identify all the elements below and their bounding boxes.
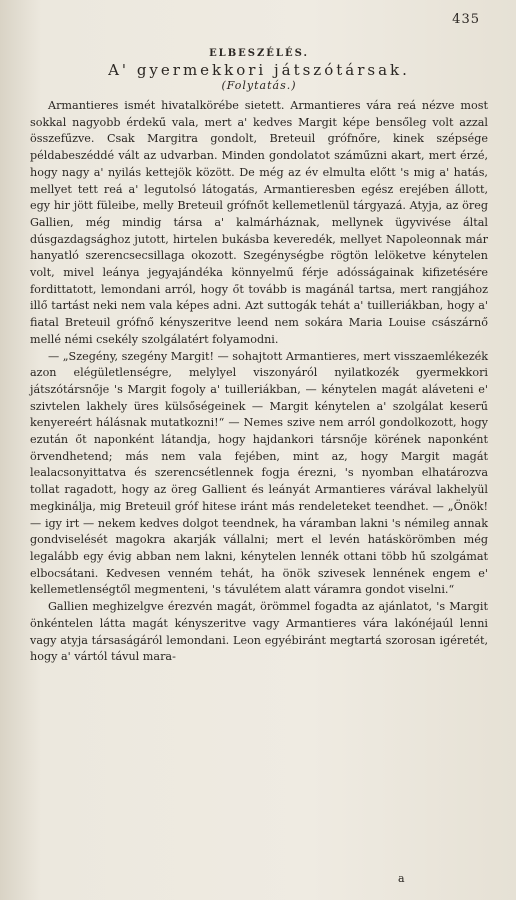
- section-title: ELBESZÉLÉS.: [209, 48, 309, 59]
- article-title: A' gyermekkori játszótársak.: [108, 61, 410, 79]
- article-subtitle: (Folytatás.): [221, 79, 297, 92]
- paragraph: Armantieres ismét hivatalkörébe sietett. Armantieres vára reá nézve most sokkal nagyobb érdekű vala, mert a' kedves Margit képe bensőleg volt azzal összefűzve. Csak Margitra gondolt, Breteuil grófnőre, kinek szépsége példabeszéddé vált az udvarban. Minden gondolatot száműzni akart, mert érzé, hogy nagy a' nyilás kettejök között. De még az év elmulta előtt 's mig a' hatás, mellyet tett reá a' legutolsó látogatás, Armantieresben egész erejében állott, egy hir jött füleibe, melly Breteuil grófnőt kellemetlenül tárgyazá. Atyja, az öreg Gallien, még mindig társa a' kalmárháznak, mellynek ügyvivése által dúsgazdagsághoz jutott, hirtelen bukásba keveredék, mellyet Napoleonnak már hanyatló szerencsecsillaga okozott. Szegénységbe rögtön lelöketve kénytelen volt, mivel leánya jegyajándéka könnyelmű férje adósságainak kifizetésére fordittatott, lemondani arról, hogy őt tovább is magánál tartsa, mert rangjához illő tartást neki nem vala képes adni. Azt suttogák tehát a' tuilleriákban, hogy a' fiatal Breteuil grófnő kényszeritve leend nem sokára Maria Louise császárnő mellé némi csekély szolgálatért folyamodni.: [30, 99, 488, 346]
- signature-mark: a: [398, 872, 405, 885]
- article-body: [30, 98, 488, 666]
- page-number: 435: [452, 12, 480, 27]
- paragraph: Gallien meghizelgve érezvén magát, örömmel fogadta az ajánlatot, 's Margit önkéntelen látta magát kényszeritve vagy Armantieres vára lakónéjaúl lenni vagy atyja társaságáról lemondani. Leon egyébiránt megtartá szorosan igéretét, hogy a' vártól távul mara-: [30, 600, 488, 664]
- paragraph: — „Szegény, szegény Margit! — sohajtott Armantieres, mert visszaemlékezék azon elégületlenségre, melylyel viszonyáról nyilatkozék gyermekkori játszótársnője 's Margit fogoly a' tuilleriákban, — kénytelen magát aláveteni e' szivtelen lakhely üres külsőségeinek — Margit kénytelen a' szolgálat keserű kenyereért hálásnak mutatkozni!“ — Nemes szive nem arról gondolkozott, hogy ezután őt naponként látandja, hogy hajdankori társnője körének naponként örvendhetend; más nem vala fejében, mint az, hogy Margit magát lealacsonyittatva és szerencsétlennek fogja érezni, 's nyomban elhatározva tollat ragadott, hogy az öreg Gallient és leányát Armantieres várával lakhelyül megkinálja, mig Breteuil gróf hitese iránt más rendeleteket teendhet. — „Önök! — igy irt — nekem kedves dolgot teendnek, ha váramban lakni 's némileg annak gondviselését magokra akarják vállalni; mert el levén hatáskörömben még legalább egy évig abban nem lakni, kénytelen lennék ottani több hű szolgámat elbocsátani. Kedvesen venném tehát, ha önök szivesek lennének engem e' kellemetlenségtől megmenteni, 's távulétem alatt váramra gondot viselni.“: [30, 349, 488, 597]
